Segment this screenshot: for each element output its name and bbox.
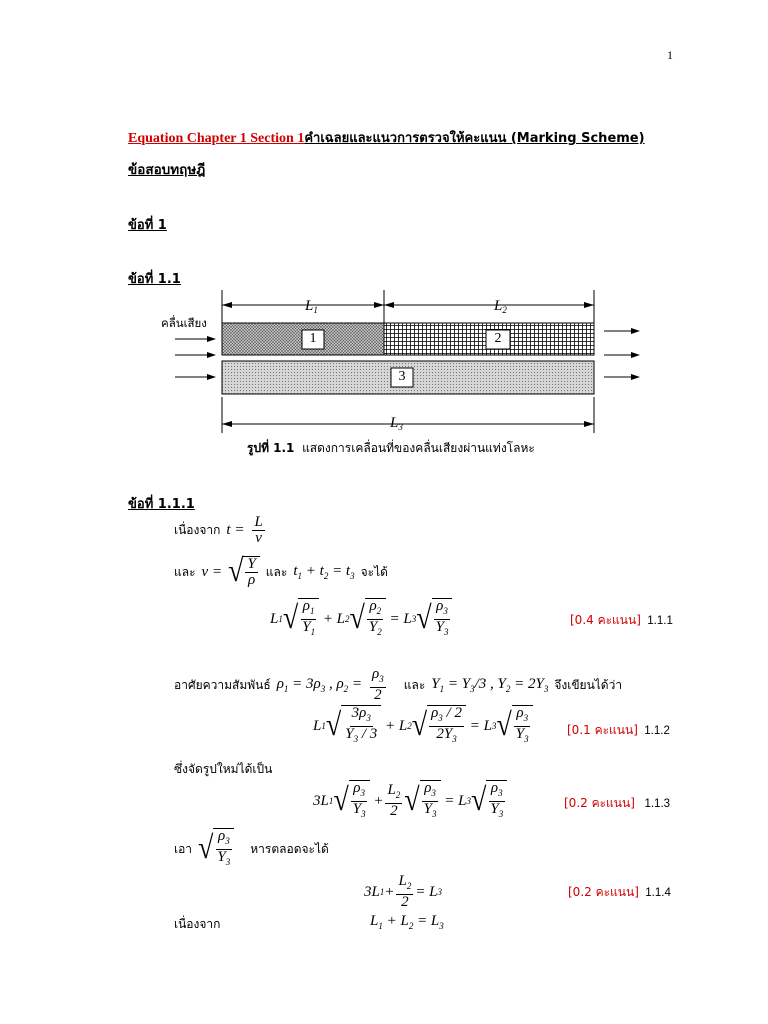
heading-q1: ข้อที่ 1 [128,218,167,233]
rod-2-label: 2 [494,331,502,346]
since-text-2: เนื่องจาก [174,917,221,931]
arrow-in [207,352,216,358]
arrow-out [631,374,640,380]
label-l1: $L_1$ [305,298,318,315]
equation-1-1-2: L 1 √ $\frac{3\rho_3}{Y_3 / 3}$ + L 2 √ $\frac{\rho_3 / 2}{2Y_3}$ = L 3 √ $\frac{\rho_3}{Y_3}$ [313,705,533,747]
mark-1-1-3: [0.2 คะแนน] 1.1.3 [564,796,671,810]
heading-q1-1-1: ข้อที่ 1.1.1 [128,497,195,512]
equation-1-1-4: 3L 1 + $\frac{L_2}{2}$ = L 3 [364,873,443,910]
equation-1-1-1: L 1 √ $\frac{\rho_1}{Y_1}$ + L 2 √ $\frac{\rho_2}{Y_2}$ = L 3 √ $\frac{\rho_3}{Y_3}$ [270,598,452,640]
title-text: คำเฉลยและแนวการตรวจให้คะแนน (Marking Scheme) [304,131,645,146]
arrow-in [207,374,216,380]
label-l3: $L_3$ [390,415,403,432]
page-number: 1 [667,48,673,62]
eq-v-line: และ v = √ $\frac{Y}{\rho}$ และ $t_1 + t_2 = t_3$ จะได้ [174,553,388,590]
figure-rods [150,285,650,445]
eq-relation-line: อาศัยความสัมพันธ์ $\rho_1 = 3\rho_3$ , $\rho_2$ = $\frac{\rho_3}{2}$ และ $Y_1 = Y_3/3$ , $Y_2 = 2Y_3$ จึงเขียนได้ว่า [174,666,623,703]
subtitle: ข้อสอบทฤษฎี [128,162,206,178]
equation-1-1-3: 3L 1 √ $\frac{\rho_3}{Y_3}$ + $\frac{L_2}{2}$ √ $\frac{\rho_3}{Y_3}$ = L 3 √ $\frac{\rho_3}{Y_3}$ [313,780,507,822]
sound-wave-label: คลื่นเสียง [161,316,207,330]
arrow-out [631,352,640,358]
equation-sum-lengths: $L_1 + L_2 = L_3$ [370,913,444,931]
heading-q1-1: ข้อที่ 1.1 [128,272,181,287]
eq-t-line: เนื่องจาก t = $\frac{L}{v}$ [174,514,263,546]
mark-1-1-1: [0.4 คะแนน] 1.1.1 [570,613,673,627]
eq-divide-line: เอา √ $\frac{\rho_3}{Y_3}$ หารตลอดจะได้ [174,828,329,870]
title-field-code: Equation Chapter 1 Section 1 [128,131,305,146]
mark-1-1-2: [0.1 คะแนน] 1.1.2 [567,723,670,737]
arrow-in [207,336,216,342]
rearrange-text: ซึ่งจัดรูปใหม่ได้เป็น [174,762,273,776]
arrow-out [631,328,640,334]
page-title [128,127,645,148]
label-l2: $L_2$ [494,298,507,315]
mark-1-1-4: [0.2 คะแนน] 1.1.4 [568,885,671,899]
rod-3-label: 3 [398,369,406,384]
caption-number: รูปที่ 1.1 [247,441,295,455]
rod-1-label: 1 [309,331,317,346]
caption-text: แสดงการเคลื่อนที่ของคลื่นเสียงผ่านแท่งโลหะ [302,441,535,455]
figure-caption [247,439,535,458]
